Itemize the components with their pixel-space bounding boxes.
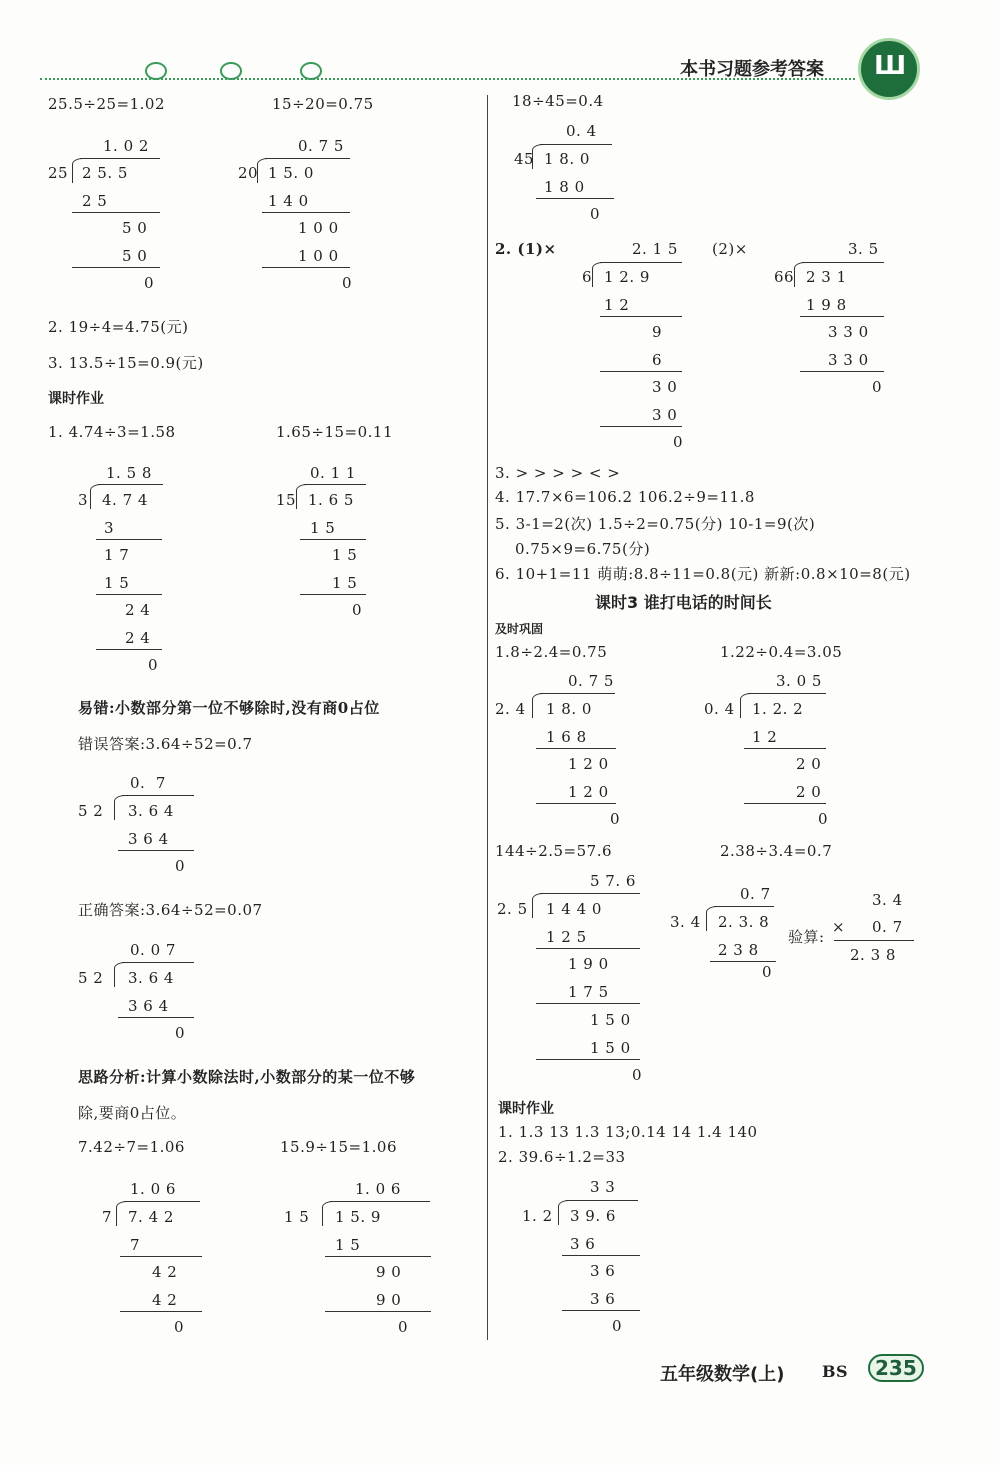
equation: 15.9÷15=1.06 [280,1138,398,1156]
lesson-title: 课时3 谁打电话的时间长 [595,593,772,612]
page-number: 235 [868,1354,924,1382]
book-logo-icon: Ш [858,38,920,100]
equation: 2.38÷3.4=0.7 [720,842,833,860]
analysis-text: 思路分析:计算小数除法时,小数部分的某一位不够 [78,1068,416,1086]
section-heading: 及时巩固 [495,622,544,636]
swirl-icon [300,62,322,80]
answer-line: (2)× [712,240,748,258]
analysis-text: 除,要商0占位。 [78,1104,187,1122]
swirl-icon [220,62,242,80]
equation: 1.22÷0.4=3.05 [720,643,843,661]
equation: 25.5÷25=1.02 [48,95,166,113]
check-label: 验算: [788,928,825,946]
wrong-answer: 错误答案:3.64÷52=0.7 [78,735,253,753]
section-heading: 课时作业 [48,391,104,407]
answer-line: 5. 3-1=2(次) 1.5÷2=0.75(分) 10-1=9(次) [495,515,816,533]
equation: 7.42÷7=1.06 [78,1138,185,1156]
answer-line: 3. 13.5÷15=0.9(元) [48,354,204,372]
equation: 15÷20=0.75 [272,95,374,113]
answer-line: 2. (1)× [495,240,557,258]
equation: 1.65÷15=0.11 [276,423,394,441]
footer-book-title: 五年级数学(上) [660,1364,785,1385]
column-divider [487,95,488,1340]
header-title: 本书习题参考答案 [680,59,824,80]
equation: 144÷2.5=57.6 [495,842,613,860]
answer-line: 6. 10+1=11 萌萌:8.8÷11=0.8(元) 新新:0.8×10=8(元) [495,565,911,583]
answer-line: 2. 19÷4=4.75(元) [48,318,189,336]
correct-answer: 正确答案:3.64÷52=0.07 [78,901,263,919]
answer-line: 0.75×9=6.75(分) [515,540,651,558]
answer-line: 2. 39.6÷1.2=33 [498,1148,626,1166]
footer-edition: BS [822,1362,849,1381]
section-heading: 课时作业 [498,1101,554,1117]
answer-line: 4. 17.7×6=106.2 106.2÷9=11.8 [495,488,755,506]
swirl-icon [145,62,167,80]
mistake-note: 易错:小数部分第一位不够除时,没有商0占位 [78,699,380,717]
equation: 1. 4.74÷3=1.58 [48,423,176,441]
answer-line: 1. 1.3 13 1.3 13;0.14 14 1.4 140 [498,1123,758,1141]
equation: 18÷45=0.4 [512,92,604,110]
equation: 1.8÷2.4=0.75 [495,643,608,661]
answer-line: 3. > > > > < > [495,464,621,482]
